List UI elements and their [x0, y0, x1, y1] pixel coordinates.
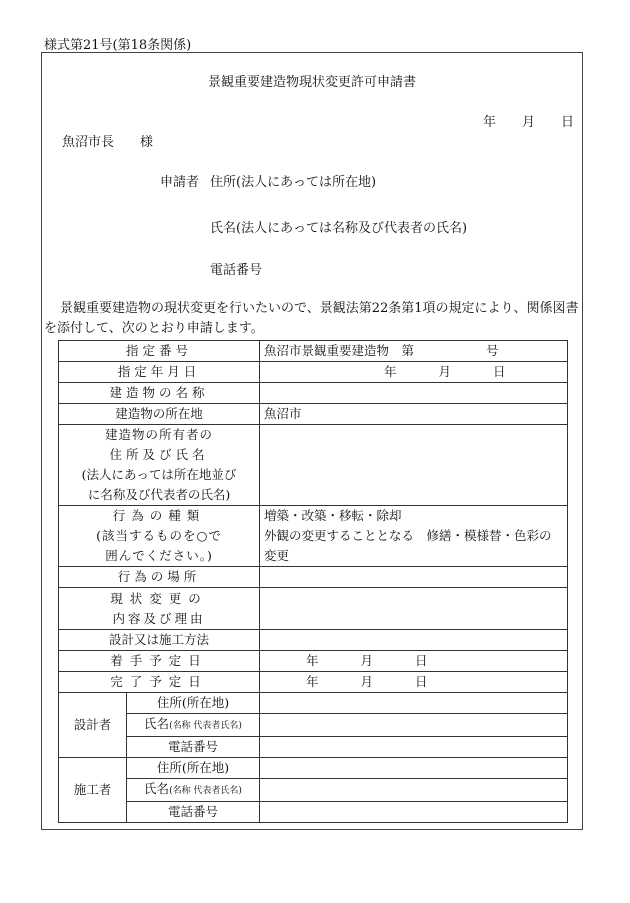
designer-name-main: 氏名: [144, 716, 170, 731]
form-title: 景観重要建造物現状変更許可申請書: [207, 75, 416, 90]
start-date-day: 日: [415, 653, 428, 668]
action-type-value-line-3: 変更: [264, 548, 290, 563]
designer-address-value[interactable]: [260, 693, 568, 714]
action-type-label-line-2: (該当するものを○で: [96, 528, 222, 543]
builder-group-label: 施工者: [59, 758, 127, 823]
completion-date-label: 完了予定日: [59, 672, 260, 693]
application-table: [58, 340, 568, 823]
builder-name-small: (名称 代表者氏名): [169, 786, 242, 796]
applicant-label: 申請者: [160, 175, 200, 190]
designer-name-small: (名称 代表者氏名): [169, 721, 242, 731]
row-change-content: [59, 588, 568, 630]
row-owner: [59, 425, 568, 506]
applicant-name: 氏名(法人にあっては名称及び代表者の氏名): [210, 221, 468, 236]
designation-number-prefix: 魚沼市景観重要建造物 第: [264, 343, 415, 358]
applicant-phone: 電話番号: [210, 263, 263, 278]
builder-phone-label: 電話番号: [127, 802, 260, 823]
designer-group-label: 設計者: [59, 693, 127, 758]
designation-date-day: 日: [493, 364, 506, 379]
row-builder-address: [59, 758, 568, 779]
date-day: 日: [560, 115, 574, 130]
builder-name-label: [127, 779, 260, 802]
owner-label: [59, 425, 260, 506]
application-statement: 景観重要建造物の現状変更を行いたいので、景観法第22条第1項の規定により、関係図書を添付して、次のとおり申請します。: [44, 301, 579, 336]
completion-date-year: 年: [306, 674, 319, 689]
application-date: [483, 115, 574, 131]
completion-date-month: 月: [360, 674, 374, 689]
row-building-name: [59, 383, 568, 404]
row-building-location: [59, 404, 568, 425]
form-frame: [41, 52, 583, 830]
change-content-label-line-2: 内容及び理由: [112, 610, 206, 626]
row-action-type: [59, 506, 568, 567]
designation-number-value[interactable]: [260, 341, 568, 362]
change-content-value[interactable]: [260, 588, 568, 630]
form-number: 様式第21号(第18条関係): [44, 38, 192, 53]
start-date-year: 年: [306, 653, 319, 668]
design-method-value[interactable]: [260, 630, 568, 651]
row-completion-date: [59, 672, 568, 693]
builder-phone-value[interactable]: [260, 802, 568, 823]
row-designer-phone: [59, 737, 568, 758]
owner-label-line-2: 住所及び氏名: [109, 447, 209, 462]
designer-name-value[interactable]: [260, 714, 568, 737]
applicant-address: 住所(法人にあっては所在地): [210, 175, 377, 190]
action-type-value-line-2: 外観の変更することとなる 修繕・模様替・色彩の: [264, 528, 552, 543]
action-type-label-line-1: 行為の種類: [112, 508, 206, 523]
action-place-value[interactable]: [260, 567, 568, 588]
designation-number-label: 指定番号: [59, 341, 260, 362]
builder-name-value[interactable]: [260, 779, 568, 802]
row-designation-date: [59, 362, 568, 383]
building-location-label: 建造物の所在地: [59, 404, 260, 425]
date-year: 年: [482, 115, 496, 130]
row-action-place: [59, 567, 568, 588]
owner-label-line-4: に名称及び代表者の氏名): [87, 487, 231, 502]
change-content-label: [59, 588, 260, 630]
date-month: 月: [521, 115, 535, 130]
row-designer-address: [59, 693, 568, 714]
designation-date-year: 年: [384, 364, 397, 379]
action-type-label-line-3: 囲んでください。): [105, 548, 213, 563]
action-type-value[interactable]: [260, 506, 568, 567]
building-name-value[interactable]: [260, 383, 568, 404]
row-designation-number: [59, 341, 568, 362]
design-method-label: 設計又は施工方法: [59, 630, 260, 651]
start-date-value[interactable]: [260, 651, 568, 672]
completion-date-day: 日: [415, 674, 428, 689]
building-name-label: 建造物の名称: [59, 383, 260, 404]
start-date-label: 着手予定日: [59, 651, 260, 672]
designer-phone-label: 電話番号: [127, 737, 260, 758]
designer-address-label: 住所(所在地): [127, 693, 260, 714]
row-design-method: [59, 630, 568, 651]
addressee: 魚沼市長 様: [62, 135, 154, 150]
row-start-date: [59, 651, 568, 672]
action-place-label: 行為の場所: [59, 567, 260, 588]
change-content-label-line-1: 現状変更の: [110, 590, 208, 606]
row-builder-name: [59, 779, 568, 802]
owner-value[interactable]: [260, 425, 568, 506]
row-designer-name: [59, 714, 568, 737]
completion-date-value[interactable]: [260, 672, 568, 693]
builder-address-value[interactable]: [260, 758, 568, 779]
builder-address-label: 住所(所在地): [127, 758, 260, 779]
designer-phone-value[interactable]: [260, 737, 568, 758]
owner-label-line-3: (法人にあっては所在地並び: [81, 467, 237, 482]
designation-number-suffix: 号: [486, 343, 499, 358]
building-location-value[interactable]: 魚沼市: [260, 404, 568, 425]
action-type-label: [59, 506, 260, 567]
designation-date-label: 指定年月日: [59, 362, 260, 383]
designation-date-value[interactable]: [260, 362, 568, 383]
designation-date-month: 月: [438, 364, 452, 379]
action-type-value-line-1: 増築・改築・移転・除却: [264, 508, 402, 523]
designer-name-label: [127, 714, 260, 737]
owner-label-line-1: 建造物の所有者の: [105, 427, 214, 442]
start-date-month: 月: [360, 653, 374, 668]
row-builder-phone: [59, 802, 568, 823]
builder-name-main: 氏名: [144, 781, 170, 796]
